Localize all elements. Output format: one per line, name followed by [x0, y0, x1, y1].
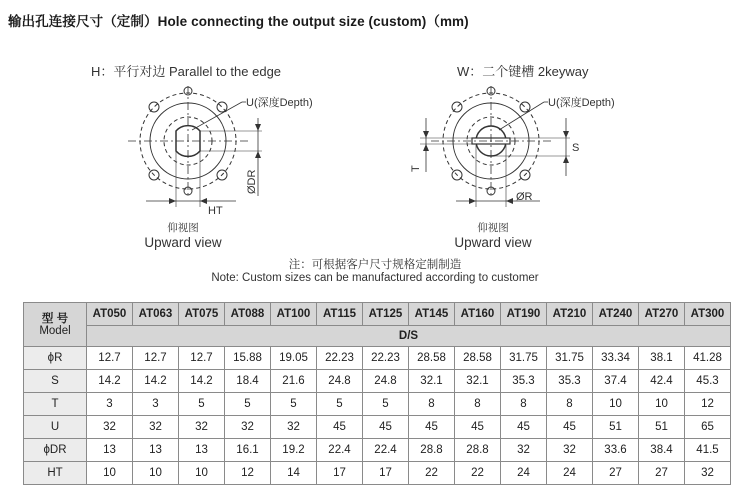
table-cell: 21.6	[271, 370, 317, 393]
table-cell: 10	[87, 462, 133, 485]
note-cn: 注：可根据客户尺寸规格定制制造	[288, 259, 462, 271]
table-cell: 5	[363, 393, 409, 416]
model-column-header: AT145	[409, 303, 455, 326]
table-row	[24, 439, 731, 462]
table-cell: 32.1	[455, 370, 501, 393]
left-caption	[128, 222, 238, 250]
model-column-header: AT100	[271, 303, 317, 326]
model-column-header: AT063	[133, 303, 179, 326]
table-cell: 13	[179, 439, 225, 462]
row-label: U	[24, 416, 87, 439]
table-cell: 41.28	[685, 347, 731, 370]
model-column-header: AT160	[455, 303, 501, 326]
ds-header: D/S	[87, 326, 731, 347]
table-cell: 8	[547, 393, 593, 416]
left-dr-label: ØDR	[246, 169, 258, 194]
model-column-header: AT088	[225, 303, 271, 326]
table-cell: 17	[317, 462, 363, 485]
row-label: ϕR	[24, 347, 87, 370]
table-cell: 22.4	[317, 439, 363, 462]
table-cell: 45	[409, 416, 455, 439]
table-row	[24, 393, 731, 416]
spec-table	[23, 302, 731, 485]
right-r-label: ØR	[516, 191, 533, 203]
table-cell: 5	[225, 393, 271, 416]
table-row	[24, 370, 731, 393]
table-row	[24, 416, 731, 439]
table-cell: 5	[179, 393, 225, 416]
left-flange-drawing	[128, 86, 262, 207]
row-label: S	[24, 370, 87, 393]
table-cell: 22.23	[317, 347, 363, 370]
model-column-header: AT075	[179, 303, 225, 326]
model-column-header: AT190	[501, 303, 547, 326]
table-cell: 28.8	[409, 439, 455, 462]
table-cell: 28.58	[455, 347, 501, 370]
table-cell: 32	[179, 416, 225, 439]
table-cell: 38.1	[639, 347, 685, 370]
table-cell: 5	[317, 393, 363, 416]
table-cell: 14.2	[87, 370, 133, 393]
table-cell: 32	[547, 439, 593, 462]
table-cell: 31.75	[501, 347, 547, 370]
table-cell: 28.8	[455, 439, 501, 462]
note-en: Note: Custom sizes can be manufactured according to customer	[211, 272, 539, 284]
table-cell: 10	[639, 393, 685, 416]
table-cell: 42.4	[639, 370, 685, 393]
model-header	[24, 303, 87, 347]
left-bolt-hole	[217, 102, 227, 112]
right-diagram-label: W：二个键槽 2keyway	[457, 64, 589, 79]
row-label: HT	[24, 462, 87, 485]
table-cell: 45	[547, 416, 593, 439]
table-cell: 8	[409, 393, 455, 416]
model-column-header: AT125	[363, 303, 409, 326]
table-cell: 24.8	[317, 370, 363, 393]
table-cell: 10	[179, 462, 225, 485]
right-t-label: T	[410, 165, 422, 172]
table-row	[24, 347, 731, 370]
table-cell: 3	[87, 393, 133, 416]
table-cell: 12.7	[87, 347, 133, 370]
left-u-label: U(深度Depth)	[246, 97, 313, 109]
row-label: ϕDR	[24, 439, 87, 462]
right-caption-en: Upward view	[454, 235, 532, 250]
table-cell: 35.3	[547, 370, 593, 393]
left-ht-label: HT	[208, 205, 223, 217]
left-bolt-hole	[149, 102, 159, 112]
model-column-header: AT270	[639, 303, 685, 326]
table-cell: 24	[501, 462, 547, 485]
table-cell: 16.1	[225, 439, 271, 462]
right-u-label: U(深度Depth)	[548, 97, 615, 109]
table-cell: 22	[409, 462, 455, 485]
table-cell: 45.3	[685, 370, 731, 393]
table-cell: 32	[501, 439, 547, 462]
table-cell: 8	[455, 393, 501, 416]
model-column-header: AT240	[593, 303, 639, 326]
table-cell: 32	[87, 416, 133, 439]
table-cell: 13	[87, 439, 133, 462]
model-column-header: AT210	[547, 303, 593, 326]
table-cell: 12.7	[133, 347, 179, 370]
table-cell: 32	[685, 462, 731, 485]
model-header-en: Model	[39, 324, 71, 337]
table-cell: 14.2	[133, 370, 179, 393]
table-cell: 32	[225, 416, 271, 439]
model-column-header: AT300	[685, 303, 731, 326]
spec-table-body	[24, 347, 731, 485]
table-cell: 12.7	[179, 347, 225, 370]
left-caption-cn: 仰视图	[167, 222, 199, 234]
table-cell: 19.05	[271, 347, 317, 370]
table-cell: 22.23	[363, 347, 409, 370]
right-s-label: S	[572, 142, 580, 154]
table-cell: 22	[455, 462, 501, 485]
row-label: T	[24, 393, 87, 416]
table-cell: 41.5	[685, 439, 731, 462]
table-cell: 14	[271, 462, 317, 485]
table-cell: 51	[593, 416, 639, 439]
table-cell: 22.4	[363, 439, 409, 462]
right-caption-cn: 仰视图	[477, 222, 509, 234]
table-cell: 65	[685, 416, 731, 439]
page-title: 输出孔连接尺寸（定制）Hole connecting the output size (custom)（mm)	[8, 14, 469, 29]
table-cell: 13	[133, 439, 179, 462]
table-cell: 27	[593, 462, 639, 485]
table-cell: 3	[133, 393, 179, 416]
table-cell: 38.4	[639, 439, 685, 462]
table-row	[24, 462, 731, 485]
table-cell: 10	[593, 393, 639, 416]
table-cell: 12	[685, 393, 731, 416]
model-column-header: AT115	[317, 303, 363, 326]
table-cell: 37.4	[593, 370, 639, 393]
table-cell: 33.6	[593, 439, 639, 462]
spec-table-head	[24, 303, 731, 347]
table-cell: 18.4	[225, 370, 271, 393]
table-cell: 17	[363, 462, 409, 485]
table-cell: 19.2	[271, 439, 317, 462]
table-cell: 31.75	[547, 347, 593, 370]
table-cell: 12	[225, 462, 271, 485]
table-cell: 28.58	[409, 347, 455, 370]
model-header-cn: 型 号	[41, 312, 69, 325]
table-cell: 24	[547, 462, 593, 485]
right-bolt-hole	[520, 102, 530, 112]
table-cell: 32.1	[409, 370, 455, 393]
table-cell: 45	[501, 416, 547, 439]
table-cell: 10	[133, 462, 179, 485]
table-cell: 8	[501, 393, 547, 416]
model-column-header: AT050	[87, 303, 133, 326]
table-cell: 45	[455, 416, 501, 439]
left-caption-en: Upward view	[144, 235, 222, 250]
table-cell: 15.88	[225, 347, 271, 370]
table-cell: 35.3	[501, 370, 547, 393]
table-cell: 24.8	[363, 370, 409, 393]
table-cell: 5	[271, 393, 317, 416]
right-caption	[438, 222, 548, 250]
table-cell: 33.34	[593, 347, 639, 370]
table-cell: 51	[639, 416, 685, 439]
table-cell: 45	[363, 416, 409, 439]
table-cell: 45	[317, 416, 363, 439]
table-cell: 32	[271, 416, 317, 439]
right-bolt-hole	[452, 102, 462, 112]
table-cell: 27	[639, 462, 685, 485]
table-cell: 32	[133, 416, 179, 439]
left-diagram-label: H：平行对边 Parallel to the edge	[91, 64, 282, 79]
table-cell: 14.2	[179, 370, 225, 393]
